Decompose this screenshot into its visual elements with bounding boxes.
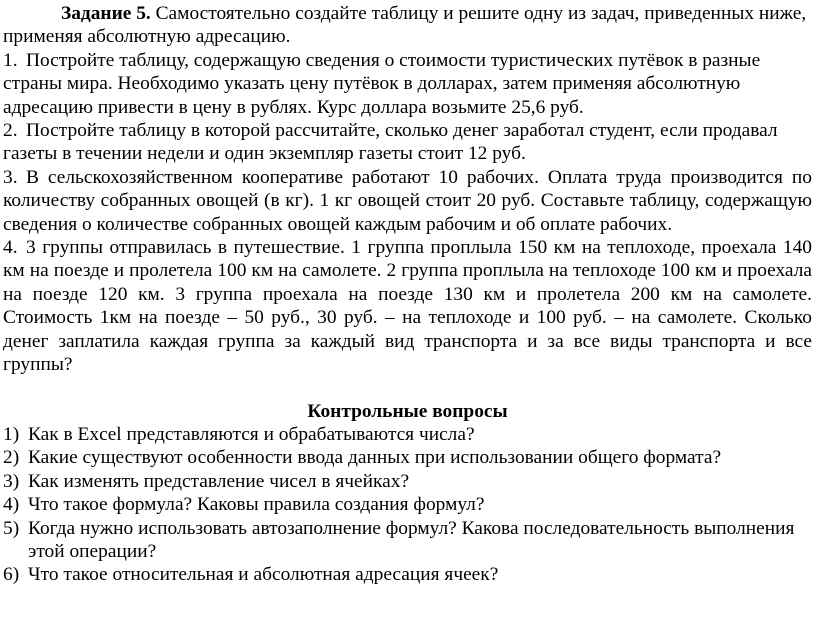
- question-text: Какие существуют особенности ввода данных при использовании общего формата?: [28, 447, 722, 469]
- control-questions-list: [3, 423, 812, 587]
- task-text: Постройте таблицу в которой рассчитайте, сколько денег заработал студент, если продавал газеты в течении недели и один экземпляр газеты стоит 12 руб.: [3, 120, 778, 165]
- question-number: 1): [3, 423, 20, 445]
- question-number: 6): [3, 564, 20, 586]
- task-number: 1.: [3, 49, 18, 71]
- task-intro: [3, 2, 812, 49]
- question-item-6: [3, 563, 812, 586]
- question-number: 4): [3, 494, 20, 516]
- question-item-1: [3, 423, 812, 446]
- question-number: 5): [3, 517, 20, 539]
- question-text: Когда нужно использовать автозаполнение формул? Какова последовательность выполнения этой операции?: [28, 517, 795, 562]
- question-item-4: [3, 493, 812, 516]
- question-text: Что такое формула? Каковы правила создания формул?: [28, 494, 485, 516]
- task-number: 2.: [3, 120, 18, 142]
- question-item-2: [3, 446, 812, 469]
- task-number: 4.: [3, 237, 18, 259]
- task-item-4: [3, 236, 812, 376]
- task-text: Постройте таблицу, содержащую сведения о стоимости туристических путёвок в разные страны мира. Необходимо указать цену путёвок в долларах, затем применяя абсолютную адресацию привести в цену в рублях. Курс доллара возьмите 25,6 руб.: [3, 49, 761, 118]
- task-item-2: [3, 119, 812, 166]
- task-text: В сельскохозяйственном кооперативе работают 10 рабочих. Оплата труда производится по количеству собранных овощей (в кг). 1 кг овощей стоит 20 руб. Составьте таблицу, содержащую сведения о количестве собранных овощей каждым рабочим и об оплате рабочих.: [3, 166, 812, 235]
- question-item-3: [3, 470, 812, 493]
- task-heading: Задание 5.: [61, 3, 151, 24]
- task-item-1: [3, 49, 812, 119]
- question-text: Как в Excel представляются и обрабатываются числа?: [28, 423, 475, 445]
- task-text: 3 группы отправилась в путешествие. 1 группа проплыла 150 км на теплоходе, проехала 140 км на поезде и пролетела 100 км на самолете. 2 группа проплыла на теплоходе 100 км и проехала на поезде 120 км. 3 группа проехала на поезде 130 км и пролетела 200 км на самолете. Стоимость 1км на поезде – 50 руб., 30 руб. – на теплоходе и 100 руб. – на самолете. Сколько денег заплатила каждая группа за каждый вид транспорта и за все виды транспорта и все группы?: [3, 237, 812, 376]
- task-intro-text: Самостоятельно создайте таблицу и решите одну из задач, приведенных ниже, применяя абсолютную адресацию.: [3, 3, 807, 48]
- task-number: 3.: [3, 166, 18, 188]
- control-questions-title: Контрольные вопросы: [307, 400, 508, 422]
- task-item-3: [3, 166, 812, 236]
- question-number: 3): [3, 470, 20, 492]
- question-number: 2): [3, 447, 20, 469]
- question-item-5: [3, 517, 812, 564]
- question-text: Как изменять представление чисел в ячейках?: [28, 470, 410, 492]
- question-text: Что такое относительная и абсолютная адресация ячеек?: [28, 564, 499, 586]
